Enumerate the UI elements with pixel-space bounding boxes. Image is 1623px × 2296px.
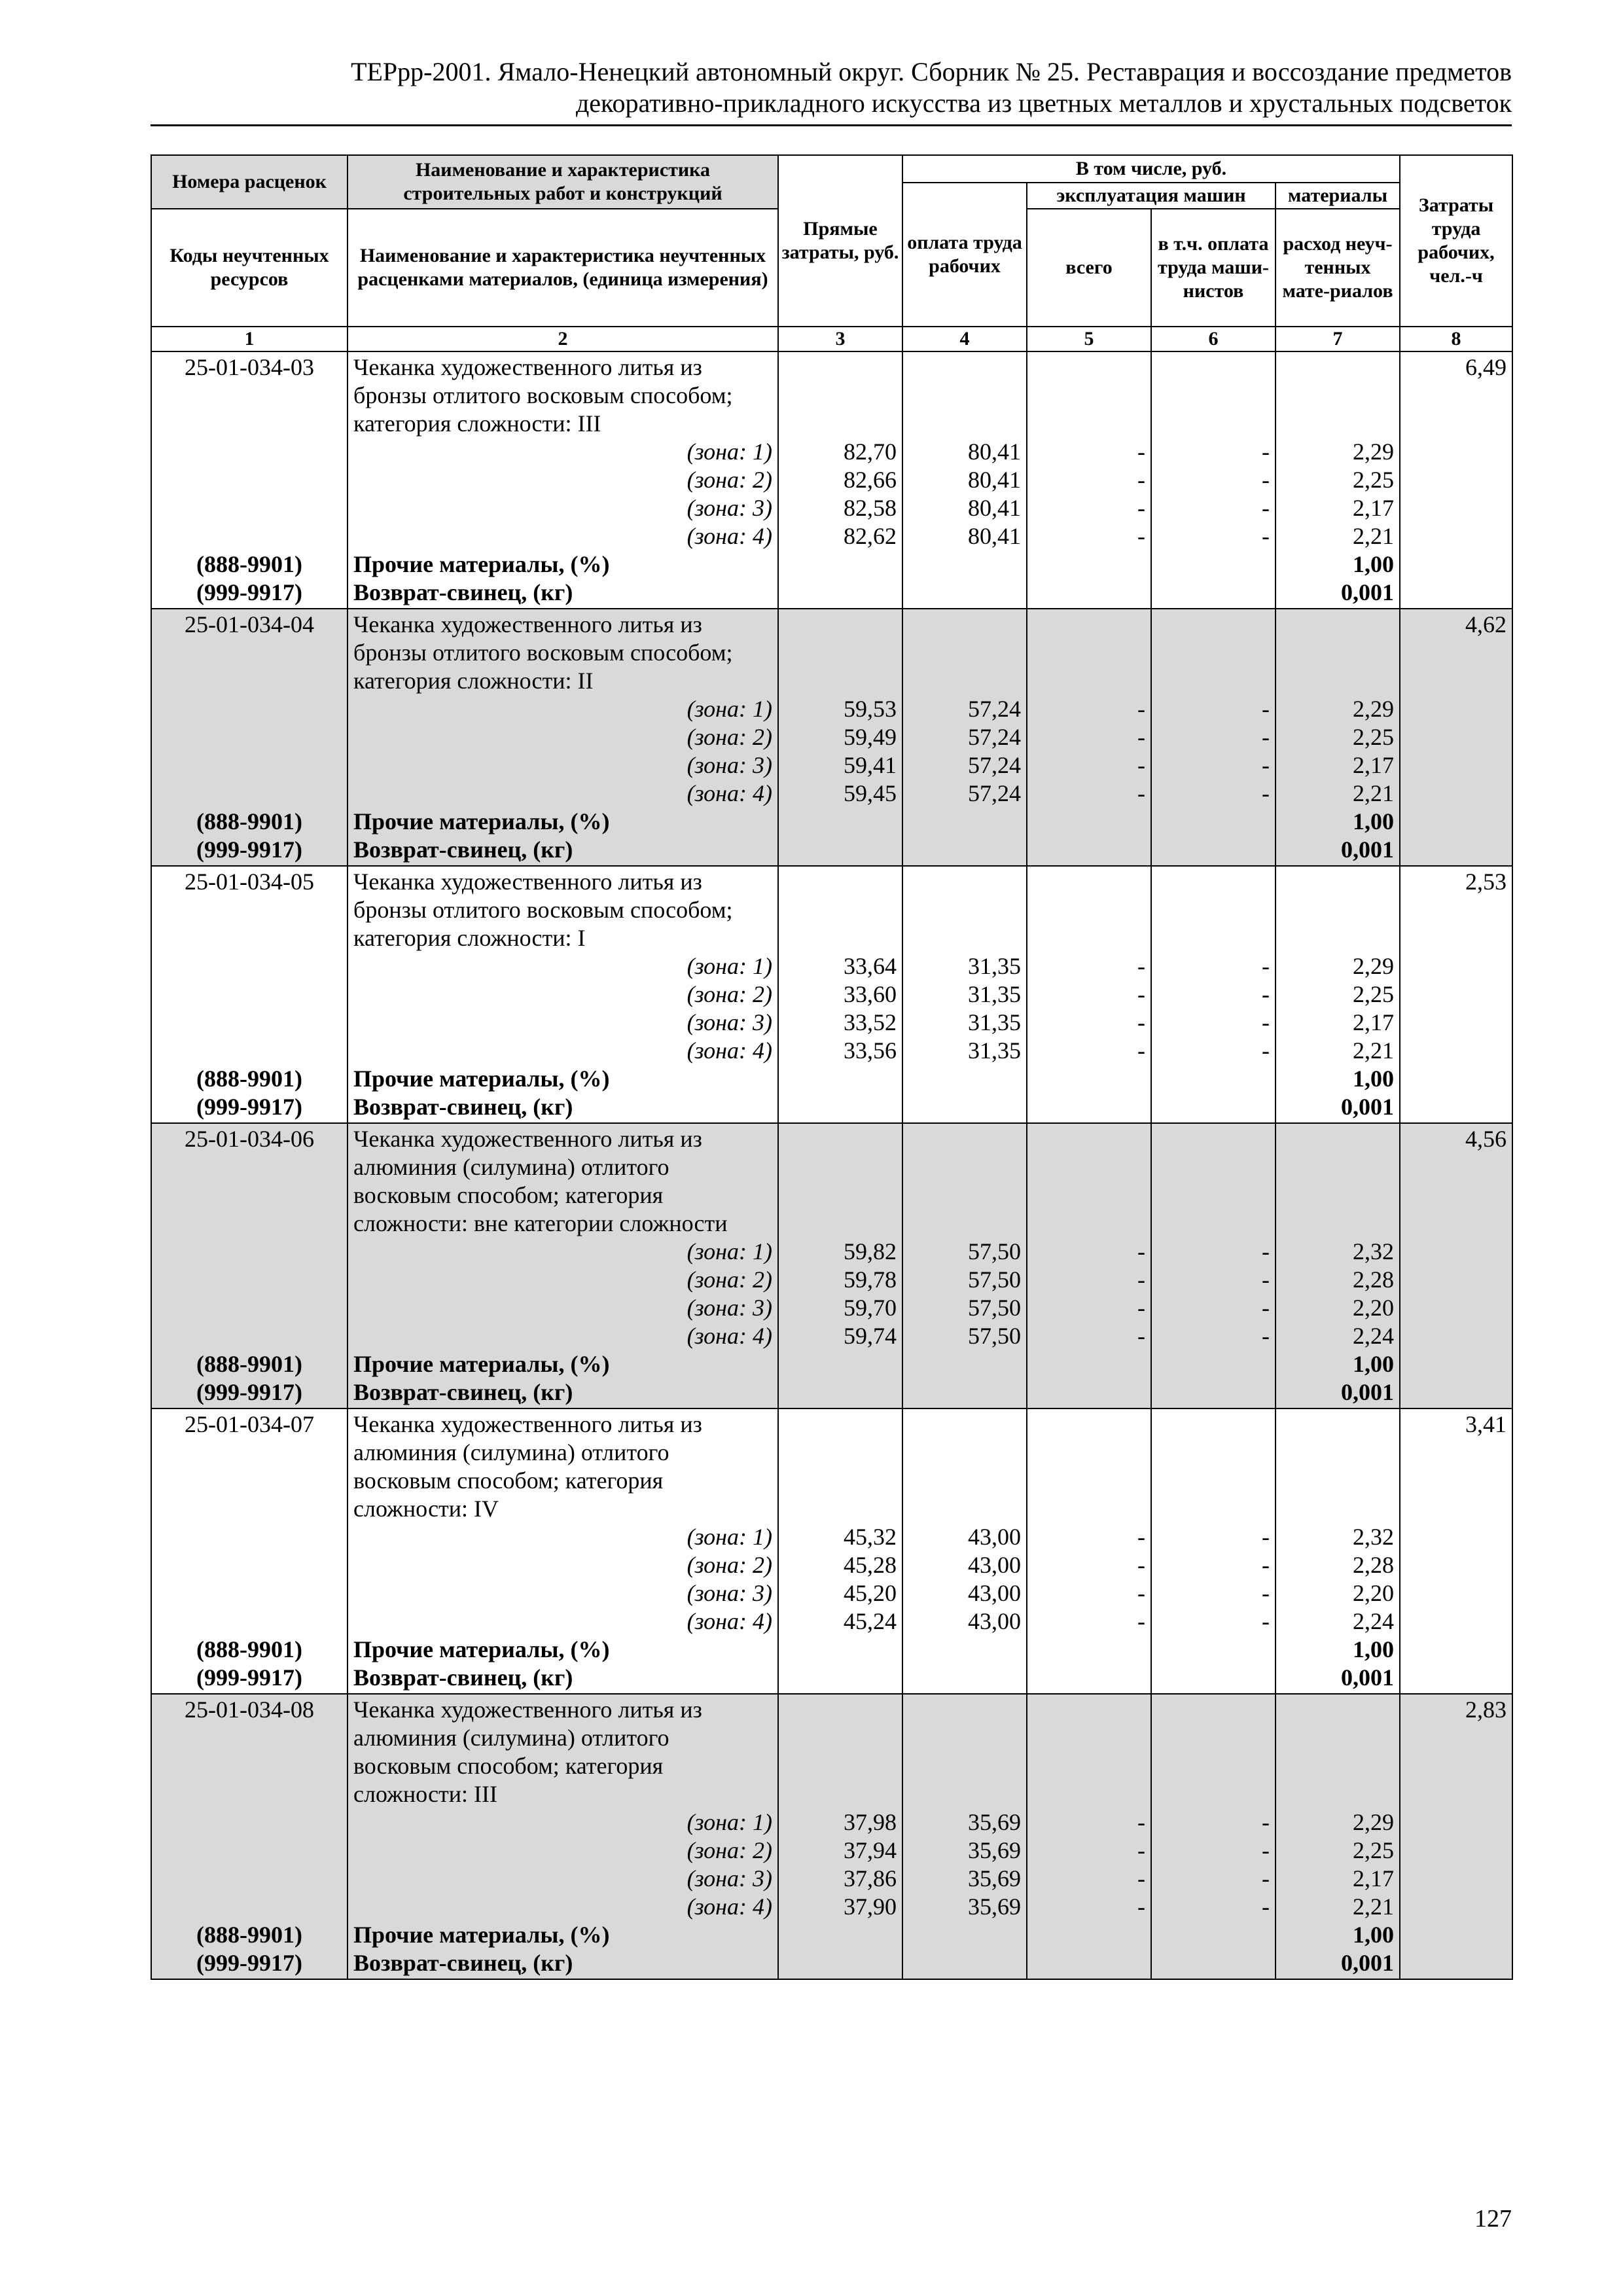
header-rule <box>151 124 1512 126</box>
materials-cell <box>1275 1408 1400 1694</box>
direct-cost: 33,56 <box>844 1037 897 1064</box>
worker-pay: 43,00 <box>968 1608 1021 1634</box>
worker-pay-cell <box>902 351 1027 609</box>
resource-name: Прочие материалы, (%) <box>353 551 610 577</box>
zone-label: (зона: 1) <box>687 1524 772 1550</box>
resource-quantity: 0,001 <box>1341 1379 1395 1405</box>
machinist-pay: - <box>1262 495 1270 521</box>
resource-name: Возврат-свинец, (кг) <box>353 579 573 605</box>
machine-cost: - <box>1137 724 1145 750</box>
header-materials-name: Наименование и характеристика неучтенных расценками материалов, (единица измерения) <box>348 209 778 327</box>
header-machinist-pay: в т.ч. оплата труда маши-нистов <box>1151 209 1275 327</box>
direct-cost-cell <box>778 609 902 866</box>
resource-quantity: 0,001 <box>1341 836 1395 863</box>
work-description-line: Чеканка художественного литья из <box>353 869 702 895</box>
worker-pay: 35,69 <box>968 1809 1021 1835</box>
page-number: 127 <box>1474 2205 1512 2233</box>
rate-code-cell <box>151 1408 348 1694</box>
machine-cost-cell <box>1027 866 1151 1123</box>
machinist-pay: - <box>1262 752 1270 778</box>
machinist-pay: - <box>1262 523 1270 549</box>
direct-cost: 82,58 <box>844 495 897 521</box>
direct-cost: 37,94 <box>844 1837 897 1863</box>
zone-label: (зона: 3) <box>687 752 772 778</box>
work-description-cell <box>348 1408 778 1694</box>
work-description-line: сложности: IV <box>353 1496 499 1522</box>
work-description-line: восковым способом; категория <box>353 1753 664 1779</box>
resource-quantity: 1,00 <box>1353 1922 1395 1948</box>
resource-quantity: 1,00 <box>1353 1351 1395 1377</box>
materials-cost: 2,29 <box>1353 1809 1395 1835</box>
worker-pay: 57,50 <box>968 1238 1021 1265</box>
machine-cost: - <box>1137 1837 1145 1863</box>
materials-cost: 2,32 <box>1353 1524 1395 1550</box>
materials-cost: 2,21 <box>1353 1893 1395 1920</box>
work-description-line: бронзы отлитого восковым способом; <box>353 382 733 408</box>
resource-name: Возврат-свинец, (кг) <box>353 1664 573 1691</box>
work-description-line: Чеканка художественного литья из <box>353 1411 702 1437</box>
resource-name: Возврат-свинец, (кг) <box>353 1950 573 1976</box>
work-description-line: категория сложности: II <box>353 668 594 694</box>
materials-cell <box>1275 866 1400 1123</box>
rate-code: 25-01-034-03 <box>185 354 314 380</box>
column-number: 5 <box>1027 327 1151 351</box>
column-number: 1 <box>151 327 348 351</box>
rate-code-cell <box>151 351 348 609</box>
machinist-pay: - <box>1262 439 1270 465</box>
machinist-pay: - <box>1262 981 1270 1007</box>
direct-cost: 82,66 <box>844 467 897 493</box>
machine-cost: - <box>1137 439 1145 465</box>
work-description-line: сложности: вне категории сложности <box>353 1210 728 1236</box>
resource-quantity: 1,00 <box>1353 1636 1395 1662</box>
worker-pay: 57,50 <box>968 1323 1021 1349</box>
header-worker-pay: оплата труда рабочих <box>902 183 1027 327</box>
header-labor-costs: Затраты труда рабочих, чел.-ч <box>1400 155 1512 327</box>
materials-cost: 2,20 <box>1353 1580 1395 1606</box>
worker-pay: 31,35 <box>968 981 1021 1007</box>
machine-cost: - <box>1137 467 1145 493</box>
machinist-pay: - <box>1262 1552 1270 1578</box>
materials-cell <box>1275 1123 1400 1408</box>
machine-cost-cell <box>1027 609 1151 866</box>
machine-cost: - <box>1137 1580 1145 1606</box>
machinist-pay: - <box>1262 1893 1270 1920</box>
rate-entry-row <box>151 866 1512 1123</box>
machinist-pay-cell <box>1151 609 1275 866</box>
zone-label: (зона: 1) <box>687 1809 772 1835</box>
machine-cost: - <box>1137 1524 1145 1550</box>
materials-cost: 2,17 <box>1353 1865 1395 1892</box>
direct-cost: 45,20 <box>844 1580 897 1606</box>
materials-cost: 2,29 <box>1353 439 1395 465</box>
worker-pay: 80,41 <box>968 467 1021 493</box>
zone-label: (зона: 3) <box>687 1865 772 1892</box>
direct-cost-cell <box>778 1408 902 1694</box>
materials-cost: 2,29 <box>1353 696 1395 722</box>
rate-code-cell <box>151 609 348 866</box>
labor-cost-cell <box>1400 351 1512 609</box>
resource-code: (888-9901) <box>196 1066 302 1092</box>
machine-cost-cell <box>1027 1408 1151 1694</box>
worker-pay-cell <box>902 1123 1027 1408</box>
resource-quantity: 0,001 <box>1341 579 1395 605</box>
machine-cost: - <box>1137 1865 1145 1892</box>
direct-cost-cell <box>778 1123 902 1408</box>
direct-cost: 59,70 <box>844 1295 897 1321</box>
zone-label: (зона: 1) <box>687 1238 772 1265</box>
zone-label: (зона: 2) <box>687 1552 772 1578</box>
rate-code: 25-01-034-05 <box>185 869 314 895</box>
machinist-pay: - <box>1262 1837 1270 1863</box>
column-number: 2 <box>348 327 778 351</box>
labor-cost-cell <box>1400 1694 1512 1979</box>
zone-label: (зона: 3) <box>687 1295 772 1321</box>
machinist-pay: - <box>1262 780 1270 806</box>
resource-quantity: 1,00 <box>1353 808 1395 834</box>
materials-cost: 2,24 <box>1353 1608 1395 1634</box>
column-number: 4 <box>902 327 1027 351</box>
resource-name: Прочие материалы, (%) <box>353 1066 610 1092</box>
worker-pay: 57,24 <box>968 780 1021 806</box>
machinist-pay-cell <box>1151 351 1275 609</box>
machine-cost: - <box>1137 953 1145 979</box>
machine-cost: - <box>1137 752 1145 778</box>
materials-cost: 2,17 <box>1353 495 1395 521</box>
machine-cost: - <box>1137 1295 1145 1321</box>
rates-table <box>151 154 1513 1980</box>
materials-cost: 2,25 <box>1353 724 1395 750</box>
machinist-pay: - <box>1262 1524 1270 1550</box>
zone-label: (зона: 4) <box>687 1893 772 1920</box>
resource-name: Прочие материалы, (%) <box>353 1351 610 1377</box>
materials-cost: 2,28 <box>1353 1552 1395 1578</box>
materials-cell <box>1275 609 1400 866</box>
zone-label: (зона: 4) <box>687 1037 772 1064</box>
direct-cost-cell <box>778 351 902 609</box>
rate-entry-row <box>151 1694 1512 1979</box>
work-description-line: восковым способом; категория <box>353 1467 664 1494</box>
machinist-pay-cell <box>1151 1123 1275 1408</box>
materials-cost: 2,20 <box>1353 1295 1395 1321</box>
direct-cost: 33,52 <box>844 1009 897 1035</box>
worker-pay: 80,41 <box>968 523 1021 549</box>
machinist-pay: - <box>1262 1323 1270 1349</box>
header-line-2: декоративно-прикладного искусства из цветных металлов и хрустальных подсветок <box>575 88 1512 118</box>
materials-cost: 2,21 <box>1353 523 1395 549</box>
machine-cost: - <box>1137 1323 1145 1349</box>
work-description-line: сложности: III <box>353 1781 498 1807</box>
machinist-pay-cell <box>1151 866 1275 1123</box>
resource-code: (888-9901) <box>196 1351 302 1377</box>
resource-name: Возврат-свинец, (кг) <box>353 836 573 863</box>
worker-pay: 35,69 <box>968 1837 1021 1863</box>
machinist-pay: - <box>1262 953 1270 979</box>
worker-pay: 57,50 <box>968 1295 1021 1321</box>
zone-label: (зона: 1) <box>687 439 772 465</box>
zone-label: (зона: 4) <box>687 1323 772 1349</box>
header-material-consumption: расход неуч-тенных мате-риалов <box>1275 209 1400 327</box>
machine-cost: - <box>1137 981 1145 1007</box>
materials-cost: 2,17 <box>1353 752 1395 778</box>
zone-label: (зона: 3) <box>687 1009 772 1035</box>
zone-label: (зона: 2) <box>687 981 772 1007</box>
direct-cost: 59,41 <box>844 752 897 778</box>
work-description-line: Чеканка художественного литья из <box>353 1696 702 1723</box>
resource-code: (999-9917) <box>196 579 302 605</box>
direct-cost: 33,64 <box>844 953 897 979</box>
direct-cost: 45,28 <box>844 1552 897 1578</box>
machinist-pay: - <box>1262 1238 1270 1265</box>
materials-cost: 2,32 <box>1353 1238 1395 1265</box>
machine-cost: - <box>1137 1238 1145 1265</box>
resource-code: (888-9901) <box>196 808 302 834</box>
worker-pay: 57,24 <box>968 696 1021 722</box>
machinist-pay: - <box>1262 1809 1270 1835</box>
work-description-line: категория сложности: I <box>353 925 586 951</box>
zone-label: (зона: 3) <box>687 495 772 521</box>
rate-code-cell <box>151 866 348 1123</box>
direct-cost: 59,82 <box>844 1238 897 1265</box>
direct-cost-cell <box>778 866 902 1123</box>
worker-pay: 57,50 <box>968 1266 1021 1293</box>
direct-cost: 82,70 <box>844 439 897 465</box>
labor-cost-cell <box>1400 609 1512 866</box>
machine-cost: - <box>1137 1893 1145 1920</box>
machine-cost: - <box>1137 1608 1145 1634</box>
machinist-pay: - <box>1262 1865 1270 1892</box>
machine-cost: - <box>1137 696 1145 722</box>
work-description-cell <box>348 1694 778 1979</box>
labor-cost: 2,83 <box>1465 1696 1507 1723</box>
header-rate-numbers: Номера расценок <box>151 155 348 209</box>
materials-cost: 2,25 <box>1353 1837 1395 1863</box>
labor-cost: 3,41 <box>1465 1411 1507 1437</box>
resource-quantity: 1,00 <box>1353 1066 1395 1092</box>
zone-label: (зона: 1) <box>687 953 772 979</box>
resource-code: (999-9917) <box>196 1094 302 1120</box>
worker-pay: 43,00 <box>968 1580 1021 1606</box>
direct-cost: 59,49 <box>844 724 897 750</box>
header-works-name: Наименование и характеристика строительных работ и конструкций <box>348 155 778 209</box>
materials-cell <box>1275 1694 1400 1979</box>
work-description-line: бронзы отлитого восковым способом; <box>353 639 733 666</box>
direct-cost: 59,53 <box>844 696 897 722</box>
machinist-pay: - <box>1262 467 1270 493</box>
machine-cost: - <box>1137 1009 1145 1035</box>
worker-pay: 57,24 <box>968 724 1021 750</box>
work-description-line: Чеканка художественного литья из <box>353 1126 702 1152</box>
resource-name: Прочие материалы, (%) <box>353 1636 610 1662</box>
work-description-line: восковым способом; категория <box>353 1182 664 1208</box>
zone-label: (зона: 2) <box>687 1266 772 1293</box>
machine-cost-cell <box>1027 1694 1151 1979</box>
materials-cost: 2,25 <box>1353 467 1395 493</box>
work-description-line: категория сложности: III <box>353 410 601 437</box>
resource-code: (999-9917) <box>196 1379 302 1405</box>
rates-table-body <box>151 351 1512 1979</box>
resource-name: Возврат-свинец, (кг) <box>353 1379 573 1405</box>
work-description-cell <box>348 1123 778 1408</box>
header-materials: материалы <box>1275 183 1400 209</box>
resource-name: Возврат-свинец, (кг) <box>353 1094 573 1120</box>
resource-quantity: 0,001 <box>1341 1094 1395 1120</box>
zone-label: (зона: 4) <box>687 523 772 549</box>
worker-pay: 31,35 <box>968 953 1021 979</box>
machinist-pay: - <box>1262 1037 1270 1064</box>
worker-pay-cell <box>902 609 1027 866</box>
materials-cost: 2,21 <box>1353 780 1395 806</box>
zone-label: (зона: 2) <box>687 724 772 750</box>
labor-cost: 4,62 <box>1465 611 1507 637</box>
machine-cost-cell <box>1027 1123 1151 1408</box>
resource-code: (999-9917) <box>196 836 302 863</box>
resource-code: (888-9901) <box>196 1636 302 1662</box>
materials-cell <box>1275 351 1400 609</box>
page-header <box>151 56 1512 119</box>
machine-cost: - <box>1137 1037 1145 1064</box>
rate-entry-row <box>151 351 1512 609</box>
labor-cost: 6,49 <box>1465 354 1507 380</box>
zone-label: (зона: 4) <box>687 1608 772 1634</box>
work-description-line: Чеканка художественного литья из <box>353 354 702 380</box>
resource-quantity: 0,001 <box>1341 1950 1395 1976</box>
worker-pay: 31,35 <box>968 1037 1021 1064</box>
machinist-pay-cell <box>1151 1408 1275 1694</box>
direct-cost: 45,24 <box>844 1608 897 1634</box>
direct-cost: 33,60 <box>844 981 897 1007</box>
resource-quantity: 1,00 <box>1353 551 1395 577</box>
rate-code-cell <box>151 1694 348 1979</box>
header-machine-operation: эксплуатация машин <box>1027 183 1275 209</box>
zone-label: (зона: 4) <box>687 780 772 806</box>
column-number: 8 <box>1400 327 1512 351</box>
materials-cost: 2,29 <box>1353 953 1395 979</box>
direct-cost: 37,90 <box>844 1893 897 1920</box>
machine-cost: - <box>1137 523 1145 549</box>
resource-code: (999-9917) <box>196 1950 302 1976</box>
rate-entry-row <box>151 1408 1512 1694</box>
machine-cost-cell <box>1027 351 1151 609</box>
worker-pay-cell <box>902 866 1027 1123</box>
machinist-pay: - <box>1262 696 1270 722</box>
rate-code: 25-01-034-06 <box>185 1126 314 1152</box>
work-description-line: алюминия (силумина) отлитого <box>353 1439 669 1465</box>
labor-cost-cell <box>1400 1123 1512 1408</box>
rate-entry-row <box>151 1123 1512 1408</box>
direct-cost: 59,45 <box>844 780 897 806</box>
resource-quantity: 0,001 <box>1341 1664 1395 1691</box>
direct-cost: 59,74 <box>844 1323 897 1349</box>
direct-cost: 37,98 <box>844 1809 897 1835</box>
zone-label: (зона: 2) <box>687 467 772 493</box>
materials-cost: 2,17 <box>1353 1009 1395 1035</box>
labor-cost-cell <box>1400 1408 1512 1694</box>
zone-label: (зона: 3) <box>687 1580 772 1606</box>
header-machines-total: всего <box>1027 209 1151 327</box>
worker-pay: 43,00 <box>968 1524 1021 1550</box>
machinist-pay: - <box>1262 1266 1270 1293</box>
machinist-pay: - <box>1262 1580 1270 1606</box>
rate-code: 25-01-034-07 <box>185 1411 314 1437</box>
worker-pay: 80,41 <box>968 439 1021 465</box>
machinist-pay: - <box>1262 1009 1270 1035</box>
header-including: В том числе, руб. <box>902 155 1400 183</box>
direct-cost: 37,86 <box>844 1865 897 1892</box>
machine-cost: - <box>1137 1809 1145 1835</box>
zone-label: (зона: 2) <box>687 1837 772 1863</box>
labor-cost: 2,53 <box>1465 869 1507 895</box>
worker-pay: 31,35 <box>968 1009 1021 1035</box>
machinist-pay-cell <box>1151 1694 1275 1979</box>
resource-code: (999-9917) <box>196 1664 302 1691</box>
direct-cost-cell <box>778 1694 902 1979</box>
worker-pay-cell <box>902 1408 1027 1694</box>
machinist-pay: - <box>1262 724 1270 750</box>
work-description-line: алюминия (силумина) отлитого <box>353 1725 669 1751</box>
machinist-pay: - <box>1262 1608 1270 1634</box>
machinist-pay: - <box>1262 1295 1270 1321</box>
machine-cost: - <box>1137 1552 1145 1578</box>
resource-code: (888-9901) <box>196 1922 302 1948</box>
materials-cost: 2,21 <box>1353 1037 1395 1064</box>
work-description-line: алюминия (силумина) отлитого <box>353 1154 669 1180</box>
work-description-cell <box>348 609 778 866</box>
zone-label: (зона: 1) <box>687 696 772 722</box>
work-description-cell <box>348 866 778 1123</box>
work-description-line: Чеканка художественного литья из <box>353 611 702 637</box>
column-number: 6 <box>1151 327 1275 351</box>
worker-pay: 57,24 <box>968 752 1021 778</box>
resource-code: (888-9901) <box>196 551 302 577</box>
direct-cost: 59,78 <box>844 1266 897 1293</box>
materials-cost: 2,28 <box>1353 1266 1395 1293</box>
resource-name: Прочие материалы, (%) <box>353 808 610 834</box>
header-direct-costs: Прямые затраты, руб. <box>778 155 902 327</box>
rate-code: 25-01-034-04 <box>185 611 314 637</box>
work-description-line: бронзы отлитого восковым способом; <box>353 897 733 923</box>
labor-cost: 4,56 <box>1465 1126 1507 1152</box>
column-number: 3 <box>778 327 902 351</box>
direct-cost: 45,32 <box>844 1524 897 1550</box>
materials-cost: 2,25 <box>1353 981 1395 1007</box>
worker-pay: 43,00 <box>968 1552 1021 1578</box>
resource-name: Прочие материалы, (%) <box>353 1922 610 1948</box>
column-number: 7 <box>1275 327 1400 351</box>
worker-pay: 35,69 <box>968 1893 1021 1920</box>
machine-cost: - <box>1137 495 1145 521</box>
labor-cost-cell <box>1400 866 1512 1123</box>
rate-code-cell <box>151 1123 348 1408</box>
worker-pay-cell <box>902 1694 1027 1979</box>
rate-entry-row <box>151 609 1512 866</box>
work-description-cell <box>348 351 778 609</box>
machine-cost: - <box>1137 780 1145 806</box>
machine-cost: - <box>1137 1266 1145 1293</box>
worker-pay: 35,69 <box>968 1865 1021 1892</box>
header-line-1: ТЕРрр-2001. Ямало-Ненецкий автономный округ. Сборник № 25. Реставрация и воссоздание предметов <box>351 57 1512 86</box>
header-resource-codes: Коды неучтенных ресурсов <box>151 209 348 327</box>
direct-cost: 82,62 <box>844 523 897 549</box>
rate-code: 25-01-034-08 <box>185 1696 314 1723</box>
materials-cost: 2,24 <box>1353 1323 1395 1349</box>
worker-pay: 80,41 <box>968 495 1021 521</box>
